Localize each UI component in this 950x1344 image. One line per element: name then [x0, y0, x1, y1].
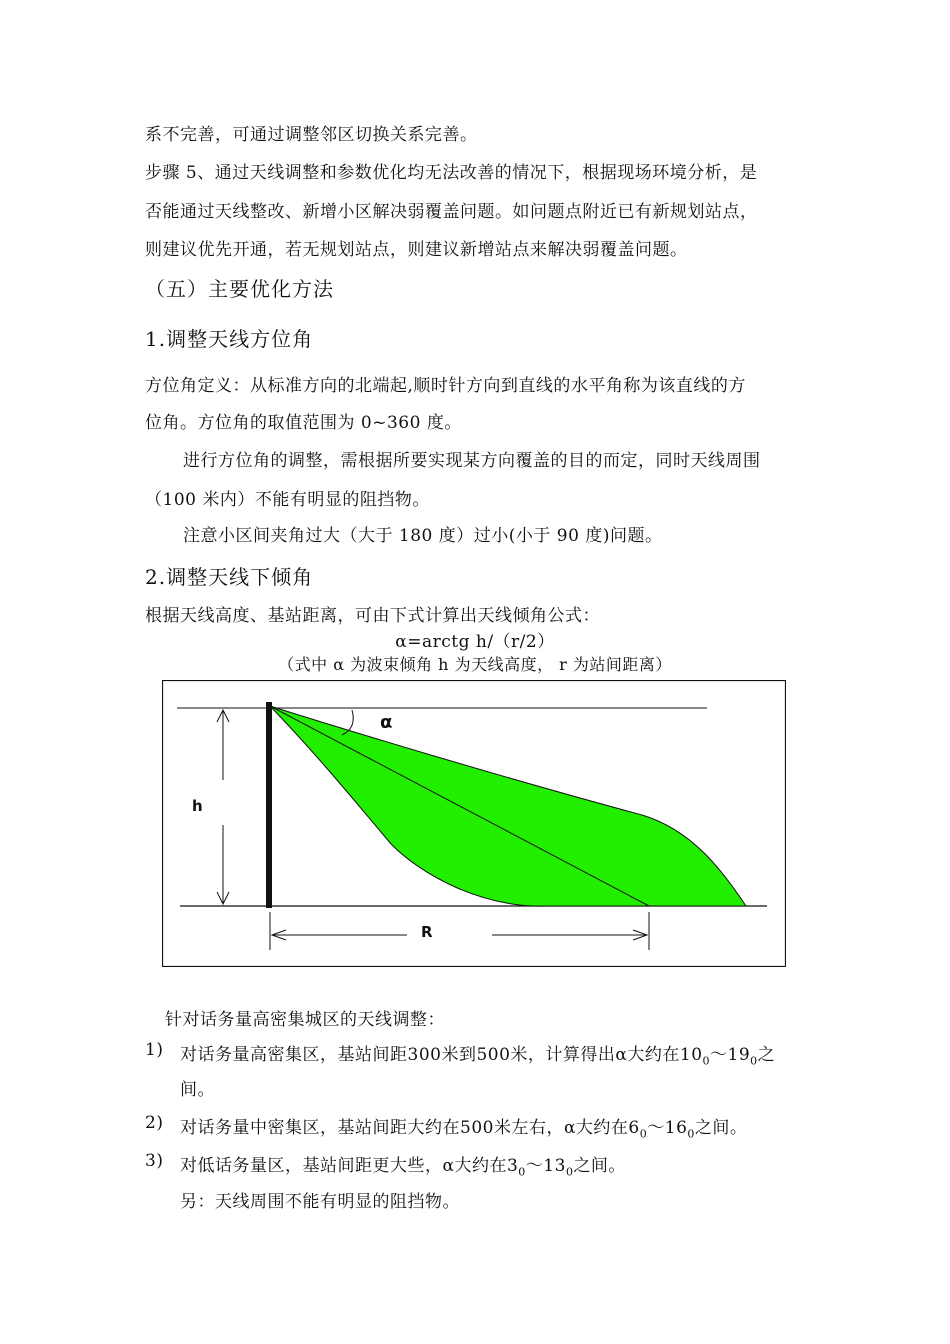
list-heading: 针对话务量高密集城区的天线调整： — [165, 1010, 445, 1030]
list-item-text-continued: 间。 — [180, 1080, 215, 1100]
paragraph-line: 注意小区间夹角过大（大于 180 度）过小(小于 90 度)问题。 — [183, 526, 663, 546]
paragraph-line: 根据天线高度、基站距离，可由下式计算出天线倾角公式： — [145, 606, 600, 626]
section-heading: （五）主要优化方法 — [145, 277, 334, 301]
list-item-number: 1) — [145, 1040, 164, 1060]
list-item-number: 2) — [145, 1113, 164, 1133]
subsection-heading: 2.调整天线下倾角 — [145, 565, 314, 589]
paragraph-line: 否能通过天线整改、新增小区解决弱覆盖问题。如问题点附近已有新规划站点， — [145, 202, 758, 222]
paragraph-line: 则建议优先开通，若无规划站点，则建议新增站点来解决弱覆盖问题。 — [145, 240, 688, 260]
paragraph-line: 方位角定义：从标准方向的北端起,顺时针方向到直线的水平角称为该直线的方 — [145, 376, 746, 396]
subsection-heading: 1.调整天线方位角 — [145, 327, 314, 351]
r-label: R — [421, 923, 433, 941]
paragraph-line: （100 米内）不能有明显的阻挡物。 — [145, 490, 430, 510]
paragraph-line: 进行方位角的调整，需根据所要实现某方向覆盖的目的而定，同时天线周围 — [183, 451, 761, 471]
alpha-label: α — [380, 712, 393, 733]
formula: α=arctg h/（r/2） — [395, 632, 555, 652]
closing-note: 另：天线周围不能有明显的阻挡物。 — [180, 1192, 460, 1212]
paragraph-line: 位角。方位角的取值范围为 0~360 度。 — [145, 413, 462, 433]
downtilt-diagram — [162, 680, 786, 967]
paragraph-line: 步骤 5、通过天线调整和参数优化均无法改善的情况下，根据现场环境分析，是 — [145, 163, 758, 183]
h-label: h — [192, 797, 203, 815]
list-item-text: 对低话务量区，基站间距更大些，α大约在$3_0\sim 13_0$之间。 — [180, 1156, 626, 1179]
antenna-mast — [266, 702, 272, 908]
formula-note: （式中 α 为波束倾角 h 为天线高度， r 为站间距离） — [278, 655, 672, 674]
paragraph-line: 系不完善，可通过调整邻区切换关系完善。 — [145, 125, 478, 145]
list-item-text: 对话务量高密集区，基站间距300米到500米，计算得出α大约在$10_0\sim 19_0$之 — [180, 1045, 776, 1068]
list-item-text: 对话务量中密集区，基站间距大约在500米左右，α大约在$6_0\sim 16_0$之间。 — [180, 1118, 748, 1141]
list-item-number: 3) — [145, 1151, 164, 1171]
